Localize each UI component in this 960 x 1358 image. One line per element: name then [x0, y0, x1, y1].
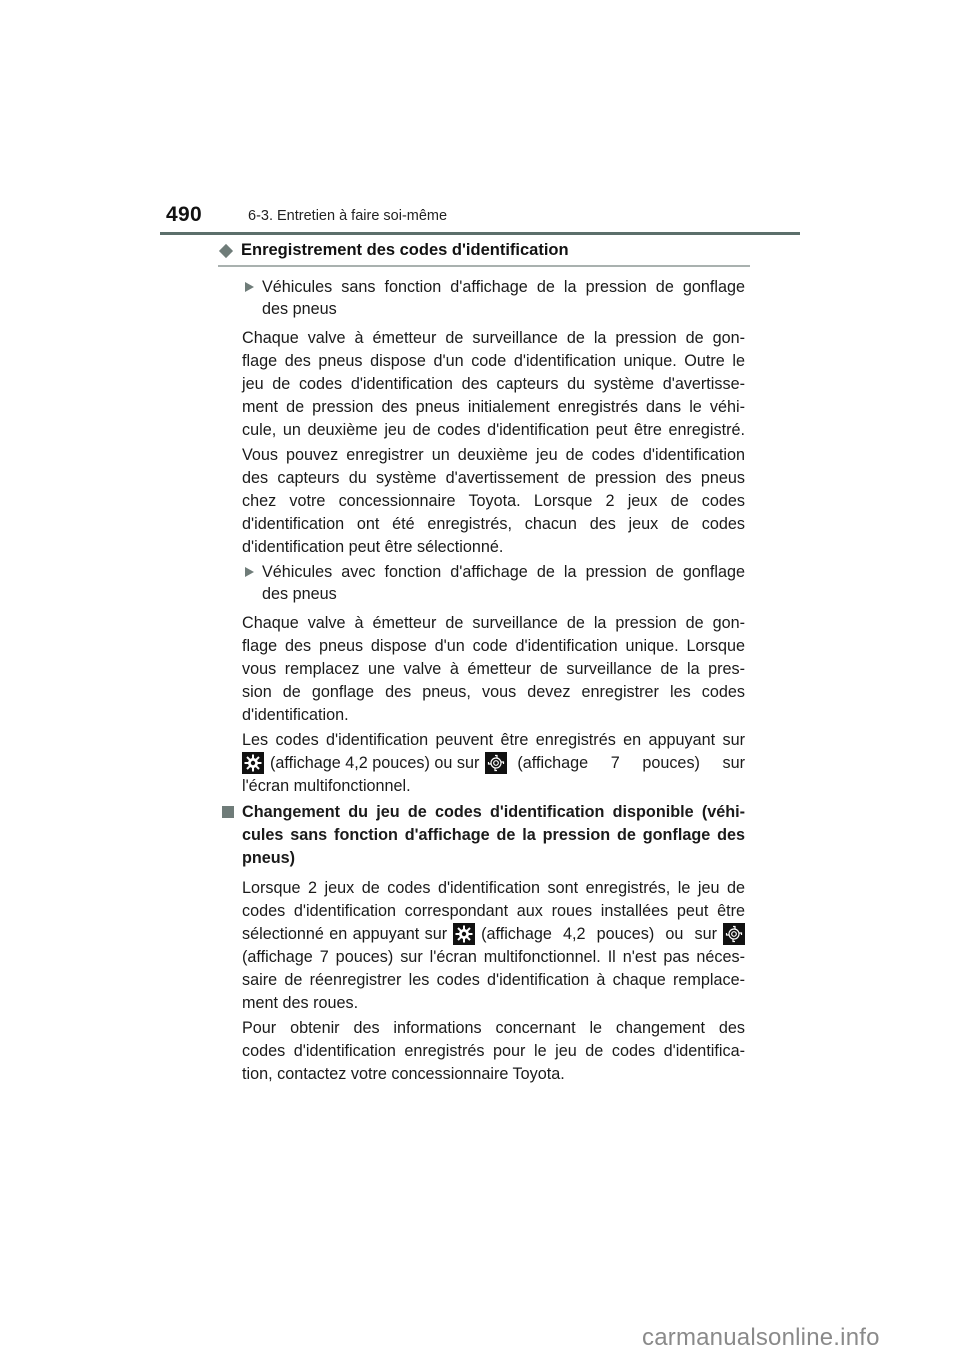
diamond-bullet-icon: [219, 243, 233, 257]
settings-gear-filled-icon: [453, 923, 475, 945]
text-segment: sélectionné en appuyant sur: [242, 925, 448, 943]
section-title: [218, 241, 569, 260]
paragraph-line: flage des pneus dispose d'un code d'identification unique. Outre le: [242, 352, 745, 370]
paragraph-line: Lorsque 2 jeux de codes d'identification sont enregistrés, le jeu de: [242, 879, 745, 897]
paragraph-line-with-icons: [242, 752, 745, 774]
paragraph-line: ment de pression des pneus initialement enregistrés dans le véhi-: [242, 398, 745, 416]
triangle-bullet-icon: [245, 567, 254, 577]
chapter-title: 6-3. Entretien à faire soi-même: [248, 208, 448, 224]
paragraph-line: (affichage 7 pouces) sur l'écran multifonctionnel. Il n'est pas néces-: [242, 948, 745, 966]
heading-line: pneus): [242, 849, 296, 867]
paragraph-line: Chaque valve à émetteur de surveillance de la pression de gon-: [242, 614, 745, 632]
paragraph-line: jeu de codes d'identification des capteurs du système d'avertisse-: [242, 375, 745, 393]
header-rule: [160, 232, 800, 235]
text-segment: (affichage 4,2 pouces) ou sur: [481, 925, 717, 943]
paragraph-line: Vous pouvez enregistrer un deuxième jeu de codes d'identification: [242, 446, 745, 464]
paragraph-line: codes d'identification correspondant aux roues installées peut être: [242, 902, 745, 920]
paragraph-line: des capteurs du système d'avertissement de pression des pneus: [242, 469, 745, 487]
text-segment: (affichage 4,2 pouces) ou sur: [270, 754, 480, 772]
paragraph-line: d'identification.: [242, 706, 349, 724]
paragraph-line: chez votre concessionnaire Toyota. Lorsque 2 jeux de codes: [242, 492, 745, 510]
section-rule: [218, 265, 750, 267]
paragraph-line: flage des pneus dispose d'un code d'identification unique. Lorsque: [242, 637, 745, 655]
settings-gear-outline-icon: [485, 752, 507, 774]
subheading-line: Véhicules avec fonction d'affichage de la pression de gonflage: [262, 563, 745, 581]
paragraph-line: ment des roues.: [242, 994, 359, 1012]
paragraph-line: Pour obtenir des informations concernant le changement des: [242, 1019, 745, 1037]
paragraph-line: codes d'identification enregistrés pour le jeu de codes d'identifica-: [242, 1042, 745, 1060]
paragraph-line: d'identification peut être sélectionné.: [242, 538, 504, 556]
paragraph-line: d'identification ont été enregistrés, chacun des jeux de codes: [242, 515, 745, 533]
paragraph-line: sion de gonflage des pneus, vous devez enregistrer les codes: [242, 683, 745, 701]
watermark: carmanualsonline.info: [642, 1324, 880, 1351]
page-number: 490: [166, 203, 202, 226]
paragraph-line: Chaque valve à émetteur de surveillance de la pression de gon-: [242, 329, 745, 347]
subheading-line: Véhicules sans fonction d'affichage de la pression de gonflage: [262, 278, 745, 296]
paragraph-line: saire de réenregistrer les codes d'identification à chaque remplace-: [242, 971, 745, 989]
paragraph-line-with-icons: [242, 923, 745, 945]
heading-line: cules sans fonction d'affichage de la pression de gonflage des: [242, 826, 745, 844]
settings-gear-outline-icon: [723, 923, 745, 945]
paragraph-line: tion, contactez votre concessionnaire Toyota.: [242, 1065, 565, 1083]
heading-line: Changement du jeu de codes d'identification disponible (véhi-: [242, 803, 745, 821]
paragraph-line: cule, un deuxième jeu de codes d'identification peut être enregistré.: [242, 421, 745, 439]
subheading-line: des pneus: [262, 585, 337, 603]
subheading-line: des pneus: [262, 300, 337, 318]
square-bullet-icon: [222, 806, 234, 818]
settings-gear-filled-icon: [242, 752, 264, 774]
text-segment: (affichage 7 pouces) sur: [517, 754, 745, 772]
paragraph-line: vous remplacez une valve à émetteur de surveillance de la pres-: [242, 660, 745, 678]
paragraph-line: l'écran multifonctionnel.: [242, 777, 411, 795]
section-title-text: Enregistrement des codes d'identification: [241, 241, 569, 259]
triangle-bullet-icon: [245, 282, 254, 292]
paragraph-line: Les codes d'identification peuvent être enregistrés en appuyant sur: [242, 731, 745, 749]
